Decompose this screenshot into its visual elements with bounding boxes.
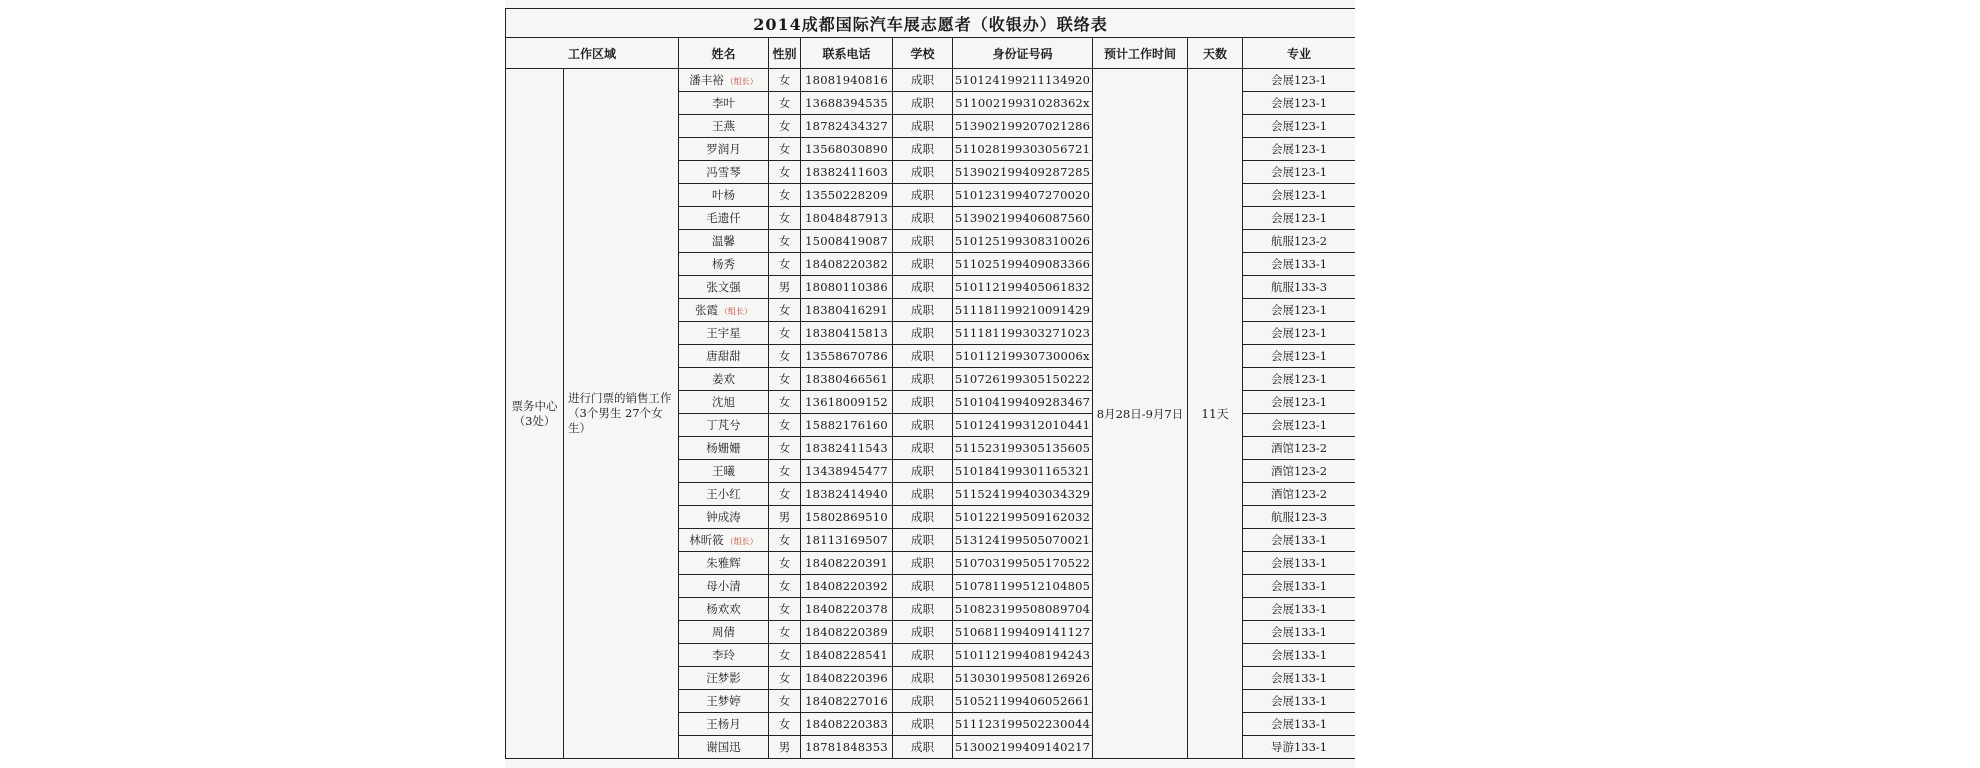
cell-id: 511524199403034329 <box>953 483 1093 506</box>
cell-gender: 女 <box>769 621 801 644</box>
cell-phone: 13688394535 <box>801 92 893 115</box>
cell-id: 513902199406087560 <box>953 207 1093 230</box>
cell-major: 会展123-1 <box>1243 368 1356 391</box>
cell-name <box>679 414 769 437</box>
cell-major: 会展133-1 <box>1243 529 1356 552</box>
cell-id: 51100219931028362x <box>953 92 1093 115</box>
cell-name <box>679 138 769 161</box>
cell-major: 会展133-1 <box>1243 253 1356 276</box>
cell-major: 会展123-1 <box>1243 299 1356 322</box>
header-name: 姓名 <box>679 38 769 69</box>
cell-id: 511025199409083366 <box>953 253 1093 276</box>
cell-id: 513030199508126926 <box>953 667 1093 690</box>
work-days: 11天 <box>1188 69 1243 759</box>
volunteer-name: 张文强 <box>706 280 741 294</box>
cell-gender: 女 <box>769 253 801 276</box>
header-area: 工作区域 <box>506 38 679 69</box>
cell-gender: 女 <box>769 115 801 138</box>
cell-gender: 女 <box>769 207 801 230</box>
cell-phone: 13438945477 <box>801 460 893 483</box>
volunteer-name: 王梦婷 <box>706 694 741 708</box>
cell-name <box>679 598 769 621</box>
cell-school: 成职 <box>893 253 953 276</box>
cell-id: 510104199409283467 <box>953 391 1093 414</box>
cell-phone: 18408228541 <box>801 644 893 667</box>
cell-name <box>679 736 769 759</box>
header-school: 学校 <box>893 38 953 69</box>
cell-school: 成职 <box>893 598 953 621</box>
cell-gender: 女 <box>769 92 801 115</box>
cell-school: 成职 <box>893 115 953 138</box>
cell-phone: 18113169507 <box>801 529 893 552</box>
cell-gender: 女 <box>769 644 801 667</box>
cell-school: 成职 <box>893 299 953 322</box>
cell-name <box>679 322 769 345</box>
cell-school: 成职 <box>893 644 953 667</box>
work-area-task: 进行门票的销售工作（3个男生 27个女生） <box>564 69 679 759</box>
cell-id: 513902199207021286 <box>953 115 1093 138</box>
cell-major: 会展123-1 <box>1243 161 1356 184</box>
cell-major: 会展123-1 <box>1243 391 1356 414</box>
cell-gender: 女 <box>769 184 801 207</box>
cell-major: 会展123-1 <box>1243 115 1356 138</box>
cell-major: 酒馆123-2 <box>1243 460 1356 483</box>
cell-name <box>679 529 769 552</box>
cell-school: 成职 <box>893 207 953 230</box>
cell-id: 510521199406052661 <box>953 690 1093 713</box>
cell-gender: 女 <box>769 460 801 483</box>
cell-school: 成职 <box>893 713 953 736</box>
cell-name <box>679 713 769 736</box>
cell-gender: 女 <box>769 138 801 161</box>
cell-major: 会展133-1 <box>1243 575 1356 598</box>
cell-name <box>679 437 769 460</box>
cell-id: 510781199512104805 <box>953 575 1093 598</box>
cell-major: 会展123-1 <box>1243 322 1356 345</box>
cell-phone: 18380466561 <box>801 368 893 391</box>
cell-id: 510823199508089704 <box>953 598 1093 621</box>
cell-name <box>679 69 769 92</box>
cell-phone: 18382414940 <box>801 483 893 506</box>
cell-gender: 女 <box>769 598 801 621</box>
cell-id: 510112199405061832 <box>953 276 1093 299</box>
volunteer-name: 李叶 <box>712 96 735 110</box>
cell-major: 会展123-1 <box>1243 345 1356 368</box>
work-time: 8月28日-9月7日 <box>1093 69 1188 759</box>
cell-gender: 女 <box>769 299 801 322</box>
cell-gender: 女 <box>769 69 801 92</box>
cell-name <box>679 299 769 322</box>
contact-sheet <box>505 8 1355 759</box>
volunteer-name: 叶杨 <box>712 188 735 202</box>
cell-major: 会展123-1 <box>1243 184 1356 207</box>
cell-school: 成职 <box>893 322 953 345</box>
cell-phone: 18380416291 <box>801 299 893 322</box>
volunteer-name: 汪梦影 <box>706 671 741 685</box>
cell-phone: 18408220382 <box>801 253 893 276</box>
cell-school: 成职 <box>893 460 953 483</box>
cell-name <box>679 460 769 483</box>
cell-school: 成职 <box>893 552 953 575</box>
volunteer-name: 王杨月 <box>706 717 741 731</box>
cell-name <box>679 506 769 529</box>
cell-gender: 女 <box>769 529 801 552</box>
cell-phone: 18408220378 <box>801 598 893 621</box>
cell-id: 511028199303056721 <box>953 138 1093 161</box>
volunteer-name: 丁芃兮 <box>706 418 741 432</box>
cell-name <box>679 115 769 138</box>
cell-school: 成职 <box>893 621 953 644</box>
cell-phone: 13568030890 <box>801 138 893 161</box>
cell-phone: 18782434327 <box>801 115 893 138</box>
cell-school: 成职 <box>893 483 953 506</box>
cell-id: 511123199502230044 <box>953 713 1093 736</box>
volunteer-name: 王燕 <box>712 119 735 133</box>
cell-gender: 男 <box>769 276 801 299</box>
table-row <box>506 69 1356 92</box>
cell-id: 511523199305135605 <box>953 437 1093 460</box>
cell-gender: 女 <box>769 690 801 713</box>
cell-school: 成职 <box>893 529 953 552</box>
cell-name <box>679 184 769 207</box>
cell-gender: 女 <box>769 345 801 368</box>
cell-major: 会展133-1 <box>1243 644 1356 667</box>
cell-id: 510124199312010441 <box>953 414 1093 437</box>
volunteer-name: 张霞 <box>695 303 718 317</box>
cell-gender: 女 <box>769 667 801 690</box>
cell-school: 成职 <box>893 276 953 299</box>
cell-major: 会展133-1 <box>1243 552 1356 575</box>
cell-major: 会展123-1 <box>1243 207 1356 230</box>
cell-gender: 女 <box>769 322 801 345</box>
cell-gender: 女 <box>769 437 801 460</box>
volunteer-name: 姜欢 <box>712 372 735 386</box>
work-area-place: 票务中心（3处） <box>506 69 564 759</box>
cell-major: 酒馆123-2 <box>1243 437 1356 460</box>
cell-major: 会展133-1 <box>1243 690 1356 713</box>
volunteer-table <box>505 8 1355 759</box>
cell-id: 513902199409287285 <box>953 161 1093 184</box>
cell-school: 成职 <box>893 506 953 529</box>
cell-name <box>679 391 769 414</box>
cell-phone: 18408220392 <box>801 575 893 598</box>
volunteer-name: 钟成涛 <box>706 510 741 524</box>
cell-name <box>679 575 769 598</box>
cell-phone: 18048487913 <box>801 207 893 230</box>
cell-name <box>679 230 769 253</box>
cell-major: 会展133-1 <box>1243 621 1356 644</box>
volunteer-name: 李玲 <box>712 648 735 662</box>
header-phone: 联系电话 <box>801 38 893 69</box>
cell-phone: 18081940816 <box>801 69 893 92</box>
cell-gender: 女 <box>769 368 801 391</box>
cell-name <box>679 552 769 575</box>
cell-school: 成职 <box>893 368 953 391</box>
cell-name <box>679 644 769 667</box>
volunteer-name: 罗润月 <box>706 142 741 156</box>
volunteer-name: 朱雅辉 <box>706 556 741 570</box>
cell-id: 510125199308310026 <box>953 230 1093 253</box>
cell-id: 510184199301165321 <box>953 460 1093 483</box>
cell-id: 510112199408194243 <box>953 644 1093 667</box>
cell-major: 会展123-1 <box>1243 69 1356 92</box>
volunteer-name: 王小红 <box>706 487 741 501</box>
cell-major: 会展133-1 <box>1243 713 1356 736</box>
cell-school: 成职 <box>893 161 953 184</box>
scanned-document <box>505 0 1355 768</box>
leader-tag: （组长） <box>725 537 758 546</box>
cell-id: 510122199509162032 <box>953 506 1093 529</box>
cell-gender: 女 <box>769 552 801 575</box>
cell-id: 510123199407270020 <box>953 184 1093 207</box>
cell-id: 511181199303271023 <box>953 322 1093 345</box>
cell-phone: 13550228209 <box>801 184 893 207</box>
volunteer-name: 林昕筱 <box>689 533 724 547</box>
cell-major: 会展123-1 <box>1243 414 1356 437</box>
cell-school: 成职 <box>893 736 953 759</box>
cell-school: 成职 <box>893 667 953 690</box>
cell-name <box>679 161 769 184</box>
volunteer-name: 毛遗仟 <box>706 211 741 225</box>
header-days: 天数 <box>1188 38 1243 69</box>
cell-phone: 18408220389 <box>801 621 893 644</box>
cell-school: 成职 <box>893 437 953 460</box>
cell-id: 513124199505070021 <box>953 529 1093 552</box>
cell-name <box>679 207 769 230</box>
cell-school: 成职 <box>893 184 953 207</box>
leader-tag: （组长） <box>720 307 752 316</box>
cell-id: 51011219930730006x <box>953 345 1093 368</box>
cell-major: 导游133-1 <box>1243 736 1356 759</box>
volunteer-name: 谢国迅 <box>706 740 741 754</box>
cell-phone: 18408220383 <box>801 713 893 736</box>
cell-name <box>679 621 769 644</box>
cell-id: 510703199505170522 <box>953 552 1093 575</box>
cell-name <box>679 276 769 299</box>
volunteer-name: 潘丰裕 <box>689 73 724 87</box>
cell-id: 511181199210091429 <box>953 299 1093 322</box>
volunteer-name: 杨秀 <box>712 257 735 271</box>
table-body <box>506 69 1356 759</box>
cell-major: 航服123-3 <box>1243 506 1356 529</box>
cell-school: 成职 <box>893 414 953 437</box>
cell-name <box>679 253 769 276</box>
cell-phone: 15882176160 <box>801 414 893 437</box>
cell-phone: 18781848353 <box>801 736 893 759</box>
cell-phone: 18408220391 <box>801 552 893 575</box>
cell-major: 会展133-1 <box>1243 598 1356 621</box>
cell-name <box>679 690 769 713</box>
cell-name <box>679 667 769 690</box>
cell-gender: 女 <box>769 230 801 253</box>
cell-phone: 18380415813 <box>801 322 893 345</box>
volunteer-name: 杨姗姗 <box>706 441 741 455</box>
cell-phone: 18408227016 <box>801 690 893 713</box>
cell-major: 航服123-2 <box>1243 230 1356 253</box>
volunteer-name: 王曦 <box>712 464 735 478</box>
volunteer-name: 母小清 <box>706 579 741 593</box>
cell-major: 航服133-3 <box>1243 276 1356 299</box>
cell-major: 酒馆123-2 <box>1243 483 1356 506</box>
cell-name <box>679 368 769 391</box>
cell-name <box>679 483 769 506</box>
cell-school: 成职 <box>893 345 953 368</box>
volunteer-name: 周倩 <box>712 625 735 639</box>
volunteer-name: 唐甜甜 <box>706 349 741 363</box>
cell-school: 成职 <box>893 690 953 713</box>
cell-id: 510726199305150222 <box>953 368 1093 391</box>
cell-id: 510681199409141127 <box>953 621 1093 644</box>
cell-name <box>679 92 769 115</box>
cell-school: 成职 <box>893 391 953 414</box>
cell-phone: 18382411603 <box>801 161 893 184</box>
cell-id: 510124199211134920 <box>953 69 1093 92</box>
volunteer-name: 冯雪琴 <box>706 165 741 179</box>
cell-phone: 15802869510 <box>801 506 893 529</box>
volunteer-name: 杨欢欢 <box>706 602 741 616</box>
cell-gender: 女 <box>769 713 801 736</box>
volunteer-name: 沈旭 <box>712 395 735 409</box>
cell-school: 成职 <box>893 138 953 161</box>
cell-id: 513002199409140217 <box>953 736 1093 759</box>
header-major: 专业 <box>1243 38 1356 69</box>
volunteer-name: 温馨 <box>712 234 735 248</box>
volunteer-name: 王宇星 <box>706 326 741 340</box>
cell-gender: 女 <box>769 391 801 414</box>
cell-gender: 女 <box>769 483 801 506</box>
leader-tag: （组长） <box>725 77 758 86</box>
cell-phone: 13558670786 <box>801 345 893 368</box>
header-row <box>506 38 1356 69</box>
cell-phone: 18382411543 <box>801 437 893 460</box>
header-id: 身份证号码 <box>953 38 1093 69</box>
cell-school: 成职 <box>893 575 953 598</box>
header-gender: 性别 <box>769 38 801 69</box>
cell-school: 成职 <box>893 230 953 253</box>
cell-name <box>679 345 769 368</box>
cell-gender: 女 <box>769 414 801 437</box>
cell-school: 成职 <box>893 92 953 115</box>
cell-school: 成职 <box>893 69 953 92</box>
cell-major: 会展123-1 <box>1243 92 1356 115</box>
cell-phone: 13618009152 <box>801 391 893 414</box>
document-title: 2014成都国际汽车展志愿者（收银办）联络表 <box>506 9 1356 38</box>
cell-major: 会展123-1 <box>1243 138 1356 161</box>
cell-major: 会展133-1 <box>1243 667 1356 690</box>
cell-gender: 女 <box>769 575 801 598</box>
header-time: 预计工作时间 <box>1093 38 1188 69</box>
cell-phone: 18080110386 <box>801 276 893 299</box>
cell-phone: 15008419087 <box>801 230 893 253</box>
cell-gender: 女 <box>769 161 801 184</box>
cell-gender: 男 <box>769 506 801 529</box>
cell-gender: 男 <box>769 736 801 759</box>
cell-phone: 18408220396 <box>801 667 893 690</box>
